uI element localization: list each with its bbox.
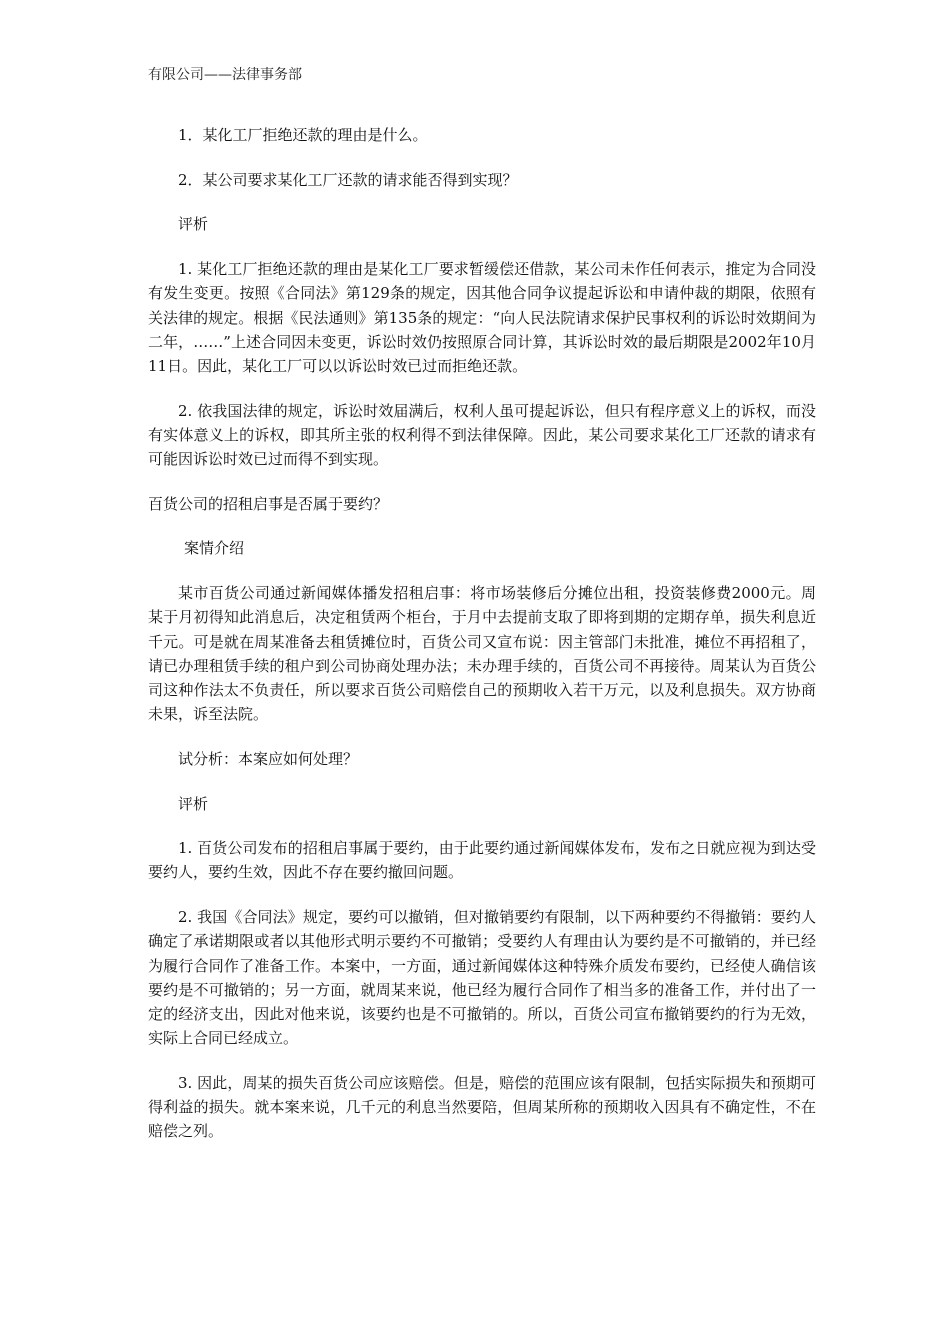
question-1: 1．某化工厂拒绝还款的理由是什么。 (178, 126, 428, 144)
document-body (148, 123, 816, 1164)
question-2: 2．某公司要求某化工厂还款的请求能否得到实现？ (178, 170, 518, 189)
case-title: 百货公司的招租启事是否属于要约？ (148, 494, 389, 513)
case-analysis-point-3: 3. 因此，周某的损失百货公司应该赔偿。但是，赔偿的范围应该有限制，包括实际损失和预期可得利益的损失。就本案来说，几千元的利息当然要陪，但周某所称的预期收入因具有不确定性，不在赔偿之列。 (148, 1073, 816, 1141)
analysis-point-2: 2. 依我国法律的规定，诉讼时效届满后，权利人虽可提起诉讼，但只有程序意义上的诉权，而没有实体意义上的诉权，即其所主张的权利得不到法律保障。因此，某公司要求某化工厂还款的请求有可能因诉讼时效已过而得不到实现。 (148, 401, 816, 469)
case-intro-heading: 案情介绍 (184, 539, 245, 558)
analysis-heading: 评析 (178, 215, 209, 234)
page-header: 有限公司——法律事务部 (148, 67, 302, 83)
analysis-point-1: 1. 某化工厂拒绝还款的理由是某化工厂要求暂缓偿还借款，某公司未作任何表示，推定为合同没有发生变更。按照《合同法》第129条的规定，因其他合同争议提起诉讼和申请仲裁的期限，依照有关法律的规定。根据《民法通则》第135条的规定：“向人民法院请求保护民事权利的诉讼时效期间为二年，……”上述合同因未变更，诉讼时效仍按照原合同计算，其诉讼时效的最后期限是2002年10月11日。因此，某化工厂可以以诉讼时效已过而拒绝还款。 (148, 260, 816, 375)
case-analysis-point-1: 1. 百货公司发布的招租启事属于要约，由于此要约通过新闻媒体发布，发布之日就应视为到达受要约人，要约生效，因此不存在要约撤回问题。 (148, 839, 816, 882)
case-analysis-heading: 评析 (178, 794, 209, 813)
case-question: 试分析：本案应如何处理？ (178, 749, 359, 768)
case-analysis-point-2: 2. 我国《合同法》规定，要约可以撤销，但对撤销要约有限制，以下两种要约不得撤销：要约人确定了承诺期限或者以其他形式明示要约不可撤销；受要约人有理由认为要约是不可撤销的，并已经为履行合同作了准备工作。本案中，一方面，通过新闻媒体这种特殊介质发布要约，已经使人确信该要约是不可撤销的；另一方面，就周某来说，他已经为履行合同作了相当多的准备工作，并付出了一定的经济支出，因此对他来说，该要约也是不可撤销的。所以，百货公司宣布撤销要约的行为无效，实际上合同已经成立。 (148, 908, 816, 1048)
case-description: 某市百货公司通过新闻媒体播发招租启事：将市场装修后分摊位出租，投资装修费2000元。周某于月初得知此消息后，决定租赁两个柜台，于月中去提前支取了即将到期的定期存单，损失利息近千元。可是就在周某准备去租赁摊位时，百货公司又宣布说：因主管部门未批准，摊位不再招租了，请已办理租赁手续的租户到公司协商处理办法；未办理手续的，百货公司不再接待。周某认为百货公司这种作法太不负责任，所以要求百货公司赔偿自己的预期收入若干万元，以及利息损失。双方协商未果，诉至法院。 (148, 584, 816, 724)
